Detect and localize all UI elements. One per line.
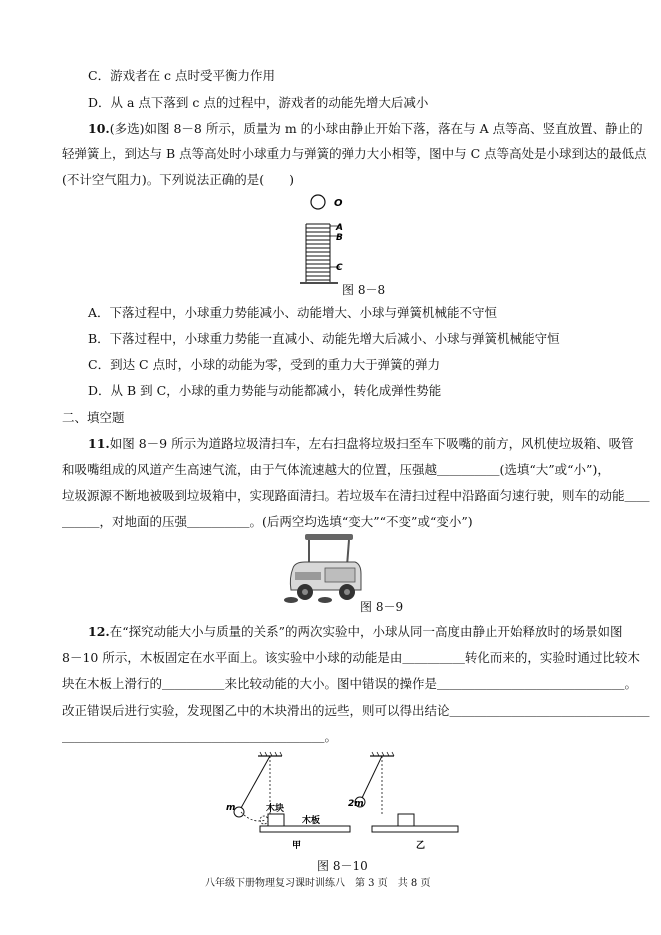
ball-icon bbox=[311, 195, 325, 209]
question-12-line-3: 块在木板上滑行的＿＿＿＿＿来比较动能的大小。图中错误的操作是＿＿＿＿＿＿＿＿＿＿＿＿＿＿＿。 bbox=[62, 676, 638, 691]
question-11-line-1: 11.如图 8－9 所示为道路垃圾清扫车，左右扫盘将垃圾扫至车下吸嘴的前方，风机使垃圾箱、吸管 bbox=[88, 436, 634, 451]
figure-8-9-caption: 图 8－9 bbox=[360, 600, 404, 614]
question-12-number: 12. bbox=[88, 624, 110, 639]
ball-m-icon bbox=[234, 807, 244, 817]
experiment-yi bbox=[348, 752, 458, 851]
option-d: D．从 B 到 C，小球的重力势能与动能都减小，转化成弹性势能 bbox=[88, 383, 442, 398]
spring-icon bbox=[306, 224, 330, 282]
option-b: B．下落过程中，小球重力势能一直减小、动能先增大后减小、小球与弹簧机械能守恒 bbox=[88, 331, 560, 346]
option-c-previous: C．游戏者在 c 点时受平衡力作用 bbox=[88, 68, 276, 83]
question-10-line-2: 轻弹簧上，到达与 B 点等高处时小球重力与弹簧的弹力大小相等，图中与 C 点等高处是小球到达的最低点 bbox=[62, 146, 647, 161]
wood-block-icon bbox=[268, 814, 284, 826]
section-heading: 二、填空题 bbox=[62, 410, 125, 425]
label-m: m bbox=[226, 803, 236, 813]
street-sweeper-truck-icon bbox=[285, 528, 365, 608]
label-a: A bbox=[336, 223, 343, 233]
question-11-line-3: 垃圾源源不断地被吸到垃圾箱中，实现路面清扫。若垃圾车在清扫过程中沿路面匀速行驶，则车的动能＿＿ bbox=[62, 488, 650, 503]
question-10-line-1: 10.(多选)如图 8－8 所示，质量为 m 的小球由静止开始下落，落在与 A 点等高、竖直放置、静止的 bbox=[88, 121, 643, 136]
question-11-line-4: ＿＿＿，对地面的压强＿＿＿＿＿。(后两空均选填“变大”“不变”或“变小”) bbox=[62, 514, 473, 529]
question-11-line-2: 和吸嘴组成的风道产生高速气流，由于气体流速越大的位置，压强越＿＿＿＿＿(选填“大”或“小”)， bbox=[62, 462, 610, 477]
label-yi: 乙 bbox=[416, 841, 426, 851]
label-b: B bbox=[336, 233, 343, 243]
label-c: C bbox=[336, 263, 343, 273]
figure-8-10-caption: 图 8－10 bbox=[317, 859, 368, 873]
option-d-previous: D．从 a 点下落到 c 点的过程中，游戏者的动能先增大后减小 bbox=[88, 95, 429, 110]
figure-8-10-pendulum bbox=[220, 752, 480, 862]
figure-8-8-spring bbox=[300, 190, 380, 290]
question-11-number: 11. bbox=[88, 436, 110, 451]
label-o: O bbox=[334, 198, 343, 209]
option-a: A．下落过程中，小球重力势能减小、动能增大、小球与弹簧机械能不守恒 bbox=[88, 305, 498, 320]
label-board: 木板 bbox=[302, 816, 321, 826]
label-block: 木块 bbox=[266, 804, 285, 814]
question-12-line-5: ＿＿＿＿＿＿＿＿＿＿＿＿＿＿＿＿＿＿＿＿＿。 bbox=[62, 729, 338, 744]
figure-8-8-caption: 图 8－8 bbox=[342, 283, 386, 297]
question-12-line-4: 改正错误后进行实验，发现图乙中的木块滑出的远些，则可以得出结论＿＿＿＿＿＿＿＿＿＿＿＿＿＿＿＿ bbox=[62, 703, 650, 718]
question-12-line-1: 12.在“探究动能大小与质量的关系”的两次实验中，小球从同一高度由静止开始释放时的场景如图 bbox=[88, 624, 623, 639]
question-10-line-3: (不计空气阻力)。下列说法正确的是( ) bbox=[62, 172, 295, 187]
label-2m: 2m bbox=[348, 799, 364, 809]
experiment-jia bbox=[226, 752, 350, 851]
label-jia: 甲 bbox=[292, 841, 302, 851]
question-10-number: 10. bbox=[88, 121, 110, 136]
page-footer: 八年级下册物理复习课时训练八 第 3 页 共 8 页 bbox=[205, 878, 431, 889]
question-12-line-2: 8－10 所示，木板固定在水平面上。该实验中小球的动能是由＿＿＿＿＿转化而来的，实验时通过比较木 bbox=[62, 650, 640, 665]
option-c: C．到达 C 点时，小球的动能为零，受到的重力大于弹簧的弹力 bbox=[88, 357, 441, 372]
